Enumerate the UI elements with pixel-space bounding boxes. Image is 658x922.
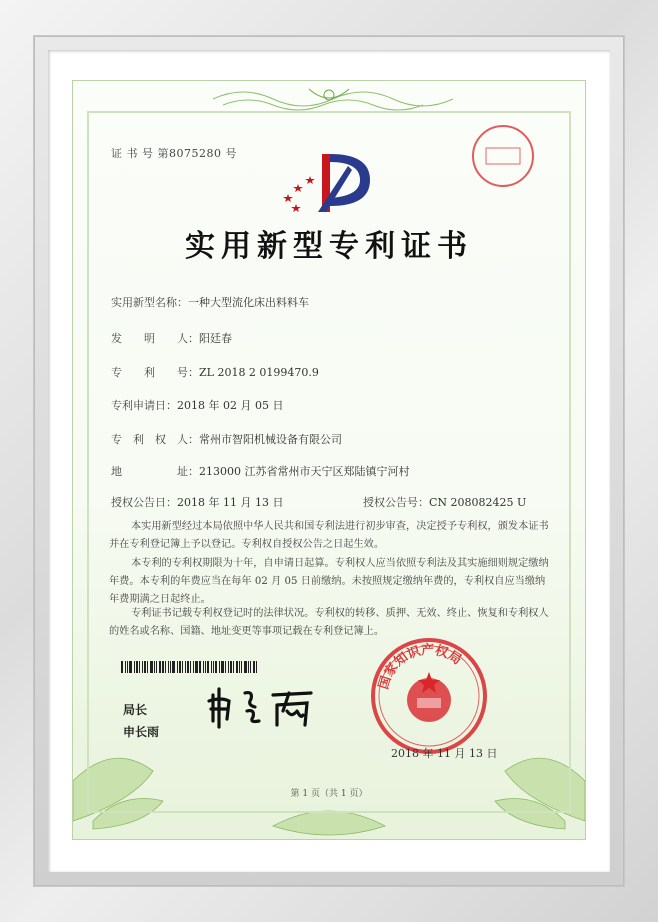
barcode-bar (211, 661, 212, 673)
barcode-bar (125, 661, 126, 673)
field-value: 2018 年 02 月 05 日 (177, 399, 284, 412)
barcode-bar (147, 661, 148, 673)
paragraph-register: 专利证书记载专利权登记时的法律状况。专利权的转移、质押、无效、终止、恢复和专利权人的姓名或名称、国籍、地址变更等事项记载在专利登记簿上。 (109, 608, 549, 637)
barcode-bar (121, 661, 123, 673)
barcode-bar (190, 661, 191, 673)
certificate-title: 实用新型专利证书 (185, 229, 473, 264)
paragraph-term: 本专利的专利权期限为十年，自申请日起算。专利权人应当依照专利法及其实施细则规定缴纳年费。本专利的年费应当在每年 02 月 05 日前缴纳。未按照规定缴纳年费的，专利权自应当缴纳年费期满之日起终止。 (109, 558, 549, 605)
barcode-bar (233, 661, 234, 673)
field-application-date (111, 397, 283, 413)
barcode-bar (172, 661, 175, 673)
barcode-bar (256, 661, 257, 673)
field-value: 常州市智阳机械设备有限公司 (199, 433, 342, 446)
barcode-bar (250, 661, 251, 673)
barcode-bar (168, 661, 169, 673)
barcode-bar (207, 661, 209, 673)
barcode-bar (129, 661, 132, 673)
barcode-bar (165, 661, 166, 673)
field-value: ZL 2018 2 0199470.9 (199, 366, 319, 379)
barcode-bar (144, 661, 146, 673)
barcode-bar (213, 661, 214, 673)
patent-certificate (72, 80, 586, 840)
seal-date: 2018 年 11 月 13 日 (391, 747, 498, 760)
seal-text: 国家知识产权局 (376, 642, 464, 692)
page-number: 第 1 页（共 1 页） (290, 789, 368, 799)
field-grant-number (363, 494, 526, 510)
barcode-bar (170, 661, 171, 673)
barcode-bar (241, 661, 242, 673)
field-label: 授权公告号： (363, 496, 429, 509)
director-signature (203, 681, 323, 731)
field-grant-date (111, 494, 283, 510)
barcode-bar (185, 661, 186, 673)
barcode-bar (182, 661, 183, 673)
field-label: 专利申请日： (111, 399, 177, 412)
barcode-bar (205, 661, 206, 673)
barcode-bar (215, 661, 217, 673)
field-value: 阳廷春 (199, 332, 232, 345)
barcode-bar (239, 661, 240, 673)
copy-stamp (468, 121, 538, 191)
barcode-bar (136, 661, 138, 673)
barcode-bar (219, 661, 220, 673)
field-utility-model-name (111, 294, 309, 310)
barcode-bar (230, 661, 232, 673)
inner-border (87, 111, 571, 813)
field-patent-number (111, 364, 319, 380)
barcode-bar (193, 661, 194, 673)
barcode-bar (154, 661, 155, 673)
field-label: 地 址： (111, 465, 199, 478)
barcode-bar (162, 661, 164, 673)
barcode-bar (179, 661, 181, 673)
field-value: CN 208082425 U (429, 496, 527, 509)
field-patentee (111, 431, 342, 447)
sipo-logo (278, 146, 388, 216)
field-label: 实用新型名称： (111, 296, 188, 309)
director-title: 局长 (123, 703, 148, 717)
barcode-bar (244, 661, 247, 673)
field-label: 发 明 人： (111, 332, 199, 345)
barcode-bar (187, 661, 189, 673)
barcode-bar (127, 661, 128, 673)
field-address (111, 463, 410, 479)
barcode-bar (177, 661, 178, 673)
field-value: 一种大型流化床出料料车 (188, 296, 309, 309)
field-label: 专 利 权 人： (111, 433, 199, 446)
barcode-bar (221, 661, 224, 673)
barcode-bar (142, 661, 143, 673)
barcode-bar (225, 661, 226, 673)
barcode-bar (236, 661, 238, 673)
paragraph-grant: 本实用新型经过本局依照中华人民共和国专利法进行初步审查，决定授予专利权，颁发本证书并在专利登记簿上予以登记。专利权自授权公告之日起生效。 (109, 521, 549, 550)
barcode-bar (139, 661, 140, 673)
barcode-bar (195, 661, 198, 673)
barcode-bar (253, 661, 255, 673)
barcode-bar (134, 661, 135, 673)
official-seal (369, 636, 489, 756)
field-value: 213000 江苏省常州市天宁区郑陆镇宁河村 (199, 465, 410, 478)
barcode-bar (150, 661, 153, 673)
barcode-bar (159, 661, 161, 673)
field-label: 专 利 号： (111, 366, 199, 379)
barcode-bar (248, 661, 249, 673)
barcode (121, 661, 266, 673)
barcode-bar (156, 661, 157, 673)
barcode-bar (203, 661, 204, 673)
field-label: 授权公告日： (111, 496, 177, 509)
director-name: 申长雨 (123, 725, 160, 739)
barcode-bar (199, 661, 201, 673)
certificate-number: 证 书 号 第8075280 号 (111, 147, 237, 160)
barcode-bar (228, 661, 229, 673)
field-value: 2018 年 11 月 13 日 (177, 496, 284, 509)
field-inventor (111, 330, 232, 346)
